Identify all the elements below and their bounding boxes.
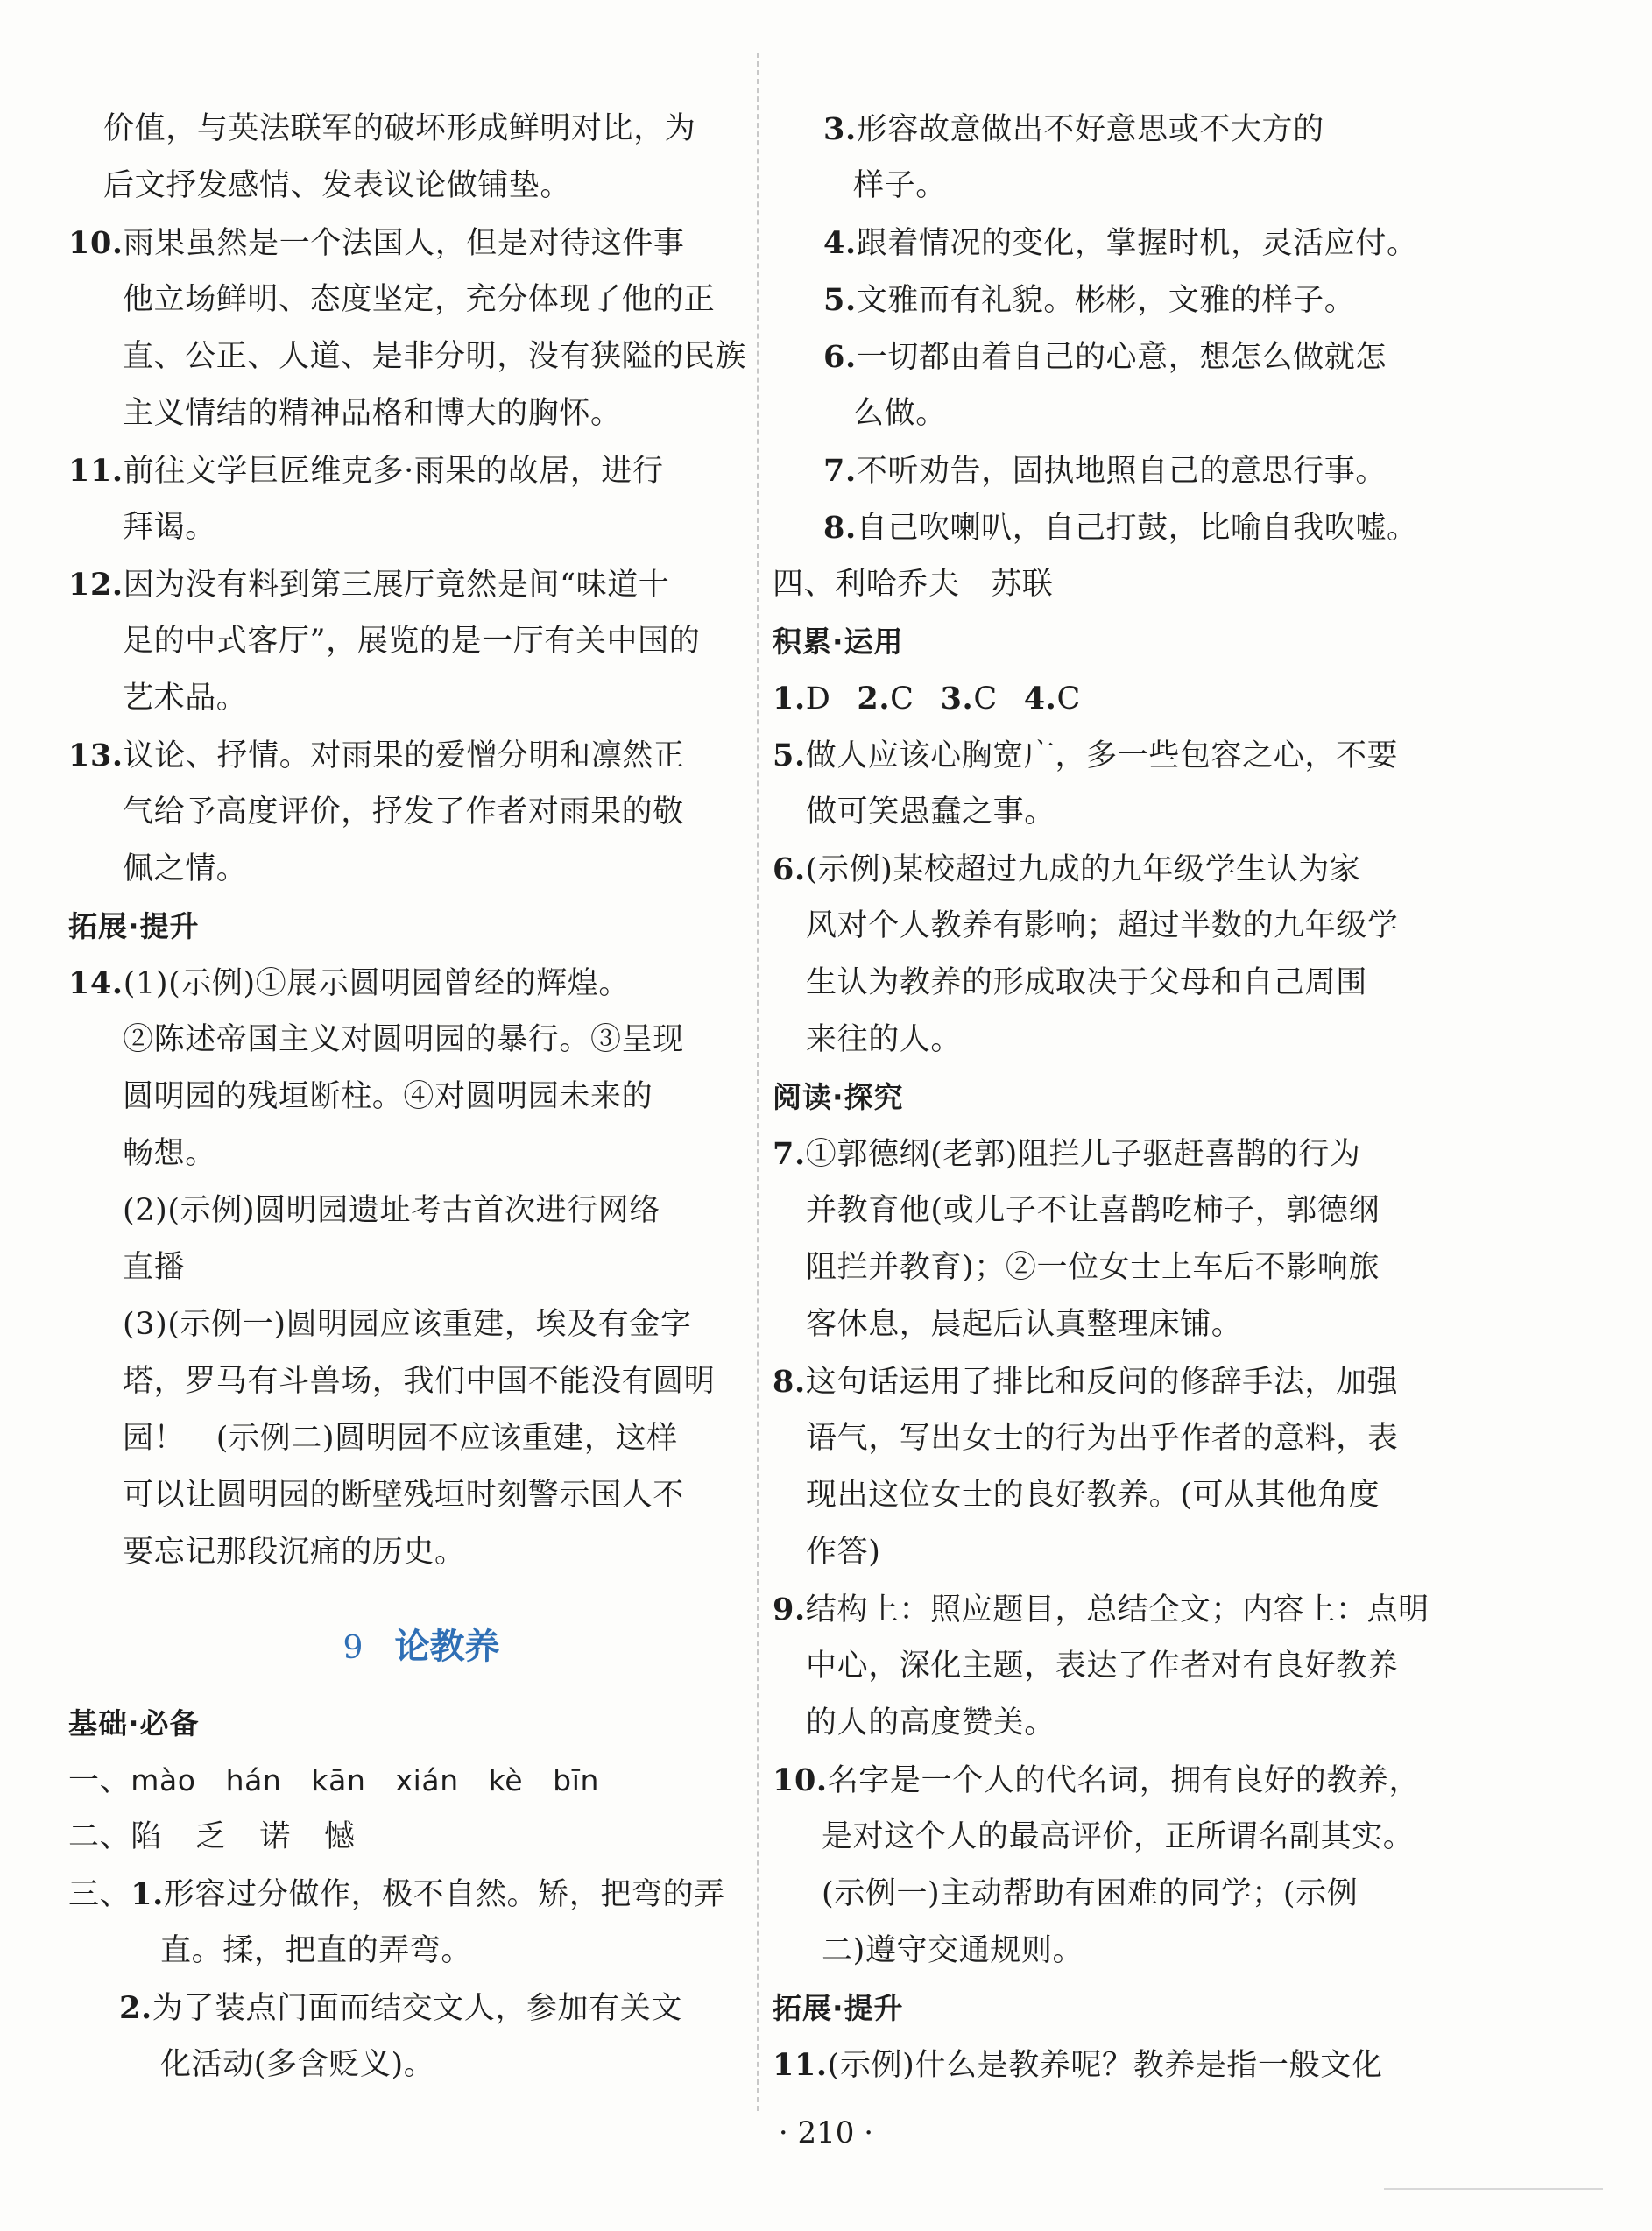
text-line: 不听劝告，固执地照自己的意思行事。 <box>856 454 1387 489</box>
answers-1-4 <box>773 670 1438 727</box>
text-line: (1)(示例)①展示圆明园曾经的辉煌。 <box>123 966 630 1001</box>
answer-item-7 <box>773 1126 1438 1353</box>
text-line: 直播 <box>123 1250 186 1285</box>
text-line: 要忘记那段沉痛的历史。 <box>123 1535 466 1570</box>
item-number: 14. <box>68 965 124 1001</box>
text-line: 主义情结的精神品格和博大的胸怀。 <box>123 396 622 431</box>
text-line: 生认为教养的形成取决于父母和自己周围 <box>806 965 1367 1000</box>
section-4-answer: 四、利哈乔夫 苏联 <box>773 567 1054 602</box>
section-3-item-5 <box>773 272 1438 328</box>
text-line: 来往的人。 <box>806 1022 963 1057</box>
text-line: 阻拦并教育)；②一位女士上车后不影响旅 <box>806 1250 1380 1285</box>
right-column <box>773 101 1438 2093</box>
pinyin-item: bīn <box>553 1763 600 1797</box>
text-line: 价值，与英法联军的破坏形成鲜明对比，为 <box>103 111 696 146</box>
item-number: 4. <box>1023 681 1057 717</box>
item-lead: 二、 <box>68 1819 131 1854</box>
section-3-item-7 <box>773 442 1438 499</box>
choice-answer: C <box>890 681 914 717</box>
choice-answer: C <box>1056 681 1081 717</box>
item-number: 7. <box>823 453 857 489</box>
text-line: 形容过分做作，极不自然。矫，把弯的弄 <box>163 1877 725 1912</box>
pinyin-item: kān <box>311 1763 366 1797</box>
item-number: 10. <box>68 225 124 261</box>
text-line: 气给予高度评价，抒发了作者对雨果的敬 <box>123 794 684 830</box>
item-number: 5. <box>773 738 806 773</box>
answer-item-5 <box>773 727 1438 841</box>
text-line: 是对这个人的最高评价，正所谓名副其实。 <box>822 1819 1415 1854</box>
char-item: 陷 <box>131 1819 162 1854</box>
item-number: 3. <box>823 111 857 147</box>
item-number: 9. <box>773 1592 806 1627</box>
item-number: 11. <box>773 2047 828 2083</box>
answer-item-11 <box>773 2037 1438 2093</box>
text-line: (2)(示例)圆明园遗址考古首次进行网络 <box>123 1193 660 1228</box>
page-number: · 210 · <box>778 2115 874 2150</box>
text-line: 直。揉，把直的弄弯。 <box>160 1933 473 1968</box>
text-line: 作答) <box>806 1535 881 1570</box>
column-divider <box>757 53 759 2111</box>
section-heading-read: 阅读·探究 <box>773 1080 904 1114</box>
text-line: 雨果虽然是一个法国人，但是对待这件事 <box>123 226 685 261</box>
section-heading-accumulate: 积累·运用 <box>773 625 904 659</box>
text-line: 直、公正、人道、是非分明，没有狭隘的民族 <box>123 339 747 374</box>
section-3-item-4 <box>773 215 1438 272</box>
text-line: 结构上：照应题目，总结全文；内容上：点明 <box>805 1592 1430 1627</box>
text-line: 可以让圆明园的断壁残垣时刻警示国人不 <box>123 1478 684 1513</box>
text-line: 圆明园的残垣断柱。④对圆明园未来的 <box>123 1079 653 1114</box>
text-line: (示例)某校超过九成的九年级学生认为家 <box>805 852 1361 887</box>
text-line: 自己吹喇叭，自己打鼓，比喻自我吹嘘。 <box>856 511 1418 546</box>
text-line: 拜谒。 <box>123 510 216 545</box>
text-line: 一切都由着自己的心意，想怎么做就怎 <box>856 340 1387 375</box>
text-line: 中心，深化主题，表达了作者对有良好教养 <box>806 1649 1399 1684</box>
text-line: 这句话运用了排比和反问的修辞手法，加强 <box>805 1365 1399 1400</box>
text-line: 做人应该心胸宽广，多一些包容之心，不要 <box>805 738 1399 773</box>
item-number: 8. <box>823 510 857 546</box>
text-line: 形容故意做出不好意思或不大方的 <box>856 112 1324 147</box>
text-line: ②陈述帝国主义对圆明园的暴行。③呈现 <box>123 1022 684 1057</box>
section-3-item-8 <box>773 499 1438 556</box>
item-number: 1. <box>131 1876 164 1912</box>
item-number: 2. <box>119 1990 152 2026</box>
text-line: 跟着情况的变化，掌握时机，灵活应付。 <box>856 226 1418 261</box>
item-number: 1. <box>773 681 806 717</box>
item-number: 6. <box>773 851 806 887</box>
answer-item-6 <box>773 841 1438 1069</box>
lesson-number: 9 <box>342 1630 364 1666</box>
text-line: 塔，罗马有斗兽场，我们中国不能没有圆明 <box>123 1364 716 1399</box>
answer-item-8 <box>773 1353 1438 1581</box>
item-number: 10. <box>773 1762 828 1798</box>
text-line: 因为没有料到第三展厅竟然是间“味道十 <box>123 568 670 603</box>
answer-item-13 <box>68 727 739 898</box>
text-line: 做可笑愚蠢之事。 <box>806 794 1055 830</box>
item-number: 11. <box>68 453 124 489</box>
item-lead: 一、 <box>68 1763 131 1798</box>
char-item: 憾 <box>324 1819 356 1854</box>
text-line: (示例)什么是教养呢？教养是指一般文化 <box>827 2048 1383 2083</box>
pinyin-answers <box>68 1752 739 1809</box>
text-line: 客休息，晨起后认真整理床铺。 <box>806 1307 1243 1342</box>
choice-answer: D <box>805 681 831 717</box>
item-number: 13. <box>68 738 124 773</box>
text-line: (示例一)主动帮助有困难的同学；(示例 <box>822 1876 1359 1911</box>
text-line: 为了装点门面而结交文人，参加有关文 <box>152 1991 682 2026</box>
pinyin-item: xián <box>395 1763 459 1797</box>
answer-item-11 <box>68 442 739 556</box>
section-3-item-6 <box>773 328 1438 442</box>
item-lead: 三、 <box>68 1877 131 1912</box>
bottom-rule <box>1384 2188 1603 2190</box>
char-item: 乏 <box>194 1819 227 1854</box>
item-number: 12. <box>68 567 124 603</box>
item-number: 7. <box>773 1136 806 1172</box>
text-line: 畅想。 <box>123 1136 216 1171</box>
text-line: 名字是一个人的代名词，拥有良好的教养， <box>827 1763 1421 1798</box>
text-line: ①郭德纲(老郭)阻拦儿子驱赶喜鹊的行为 <box>805 1137 1361 1172</box>
text-line: 后文抒发感情、发表议论做铺垫。 <box>103 168 572 203</box>
item-number: 5. <box>823 282 857 318</box>
item-number: 3. <box>940 681 974 717</box>
text-line: 艺术品。 <box>123 681 248 716</box>
text-line: 园！ (示例二)圆明园不应该重建，这样 <box>123 1421 678 1456</box>
left-column <box>68 101 747 2093</box>
item-number: 4. <box>823 225 857 261</box>
character-answers <box>68 1809 739 1866</box>
text-line: 前往文学巨匠维克多·雨果的故居，进行 <box>123 454 664 489</box>
section-3-item-1 <box>68 1866 739 1980</box>
item-number: 6. <box>823 339 857 375</box>
text-line: 佩之情。 <box>123 851 248 886</box>
text-line: (3)(示例一)圆明园应该重建，埃及有金字 <box>123 1307 692 1342</box>
text-line: 文雅而有礼貌。彬彬，文雅的样子。 <box>856 283 1356 318</box>
section-heading-extend: 拓展·提升 <box>68 909 200 943</box>
text-line: 并教育他(或儿子不让喜鹊吃柿子，郭德纲 <box>806 1193 1380 1228</box>
text-line: 现出这位女士的良好教养。(可从其他角度 <box>806 1478 1380 1513</box>
text-line: 足的中式客厅”，展览的是一厅有关中国的 <box>123 624 701 659</box>
pinyin-item: kè <box>488 1763 524 1797</box>
text-line: 化活动(多含贬义)。 <box>160 2047 435 2082</box>
answer-item-9 <box>773 1581 1438 1752</box>
text-line: 样子。 <box>853 168 947 203</box>
section-3-item-2 <box>68 1980 739 2093</box>
choice-answer: C <box>973 681 998 717</box>
text-line: 语气，写出女士的行为出乎作者的意料，表 <box>806 1421 1399 1456</box>
item-number: 8. <box>773 1364 806 1400</box>
text-line: 风对个人教养有影响；超过半数的九年级学 <box>806 908 1399 943</box>
answer-item-10 <box>773 1752 1438 1980</box>
section-heading-extend: 拓展·提升 <box>773 1991 904 2025</box>
text-line: 二)遵守交通规则。 <box>822 1933 1084 1968</box>
answer-item-14 <box>68 955 739 1581</box>
text-line: 么做。 <box>853 396 947 431</box>
pinyin-item: hán <box>225 1763 282 1797</box>
lesson-title-text: 论教养 <box>394 1627 500 1667</box>
item-number: 2. <box>857 681 891 717</box>
char-item: 诺 <box>259 1819 292 1854</box>
section-heading-basic: 基础·必备 <box>68 1706 200 1740</box>
text-line: 的人的高度赞美。 <box>806 1705 1055 1740</box>
text-line: 他立场鲜明、态度坚定，充分体现了他的正 <box>123 282 716 317</box>
lesson-title <box>68 1581 739 1695</box>
text-line: 议论、抒情。对雨果的爱憎分明和凛然正 <box>123 738 685 773</box>
section-3-item-3 <box>773 101 1438 215</box>
pinyin-item: mào <box>131 1763 196 1797</box>
answer-item-12 <box>68 556 739 727</box>
answer-item-10 <box>68 215 747 442</box>
